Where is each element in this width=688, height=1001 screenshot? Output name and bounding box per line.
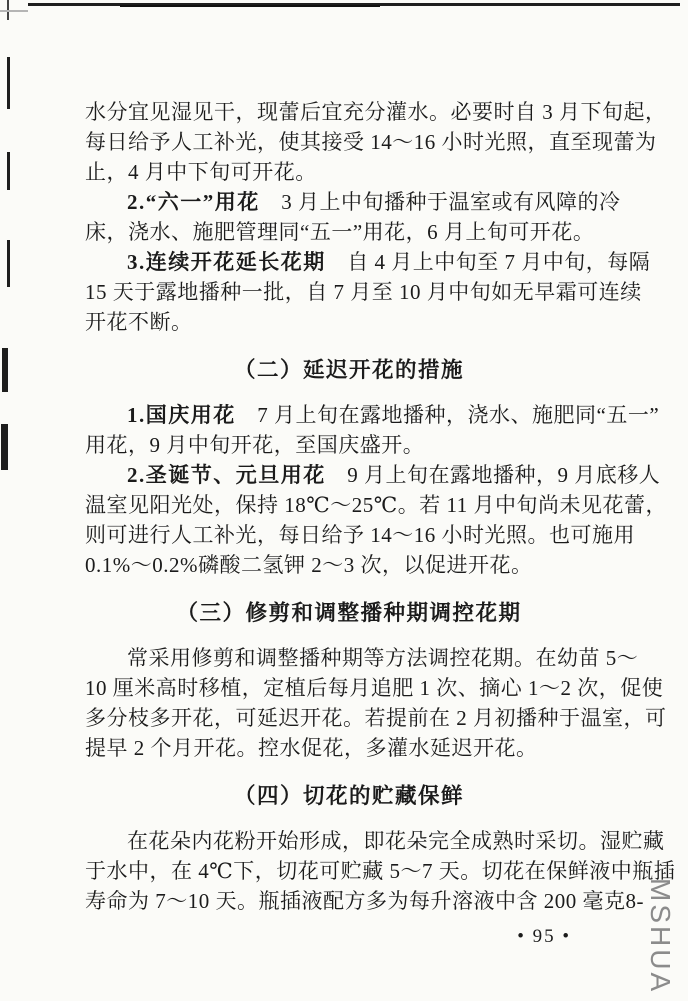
scan-left-edge-mark-2 [7, 152, 10, 190]
text-line: 床，浇水、施肥管理同“五一”用花，6 月上旬可开花。 [85, 220, 595, 244]
text-line: 开花不断。 [85, 310, 193, 334]
text-line: 0.1%～0.2%磷酸二氢钾 2～3 次，以促进开花。 [85, 553, 533, 577]
text-line: 2.圣诞节、元旦用花 9 月上旬在露地播种，9 月底移人 [127, 463, 661, 487]
text-line: 在花朵内花粉开始形成，即花朵完全成熟时采切。湿贮藏 [127, 829, 665, 853]
item-title: 1.国庆用花 [127, 403, 236, 427]
item-title: 2.“六一”用花 [127, 190, 260, 214]
text-line: 用花，9 月中旬开花，至国庆盛开。 [85, 433, 425, 457]
scan-left-edge-mark-1 [7, 57, 10, 109]
text-line: 温室见阳光处，保持 18℃～25℃。若 11 月中旬尚未见花蕾， [85, 493, 667, 517]
text-line: 每日给予人工补光，使其接受 14～16 小时光照，直至现蕾为 [85, 130, 657, 154]
watermark: MSHUA [645, 878, 676, 995]
item-title: 3.连续开花延长花期 [127, 250, 326, 274]
text-line: 1.国庆用花 7 月上旬在露地播种，浇水、施肥同“五一” [127, 403, 660, 427]
section-heading: （三）修剪和调整播种期调控花期 [176, 601, 522, 625]
text-line: 水分宜见湿见干，现蕾后宜充分灌水。必要时自 3 月下旬起， [85, 100, 667, 124]
scan-top-edge-line-2 [120, 5, 380, 7]
text-line: 2.“六一”用花 3 月上中旬播种于温室或有风障的冷 [127, 190, 621, 214]
text-line: 15 天于露地播种一批，自 7 月至 10 月中旬如无早霜可连续 [85, 280, 642, 304]
text-line: 止，4 月中下旬可开花。 [85, 160, 317, 184]
scan-left-edge-mark-4 [2, 348, 8, 392]
item-title: 2.圣诞节、元旦用花 [127, 463, 326, 487]
page-number: • 95 • [517, 926, 571, 947]
text-line: 多分枝多开花，可延迟开花。若提前在 2 月初播种于温室，可 [85, 706, 667, 730]
scan-left-edge-mark-5 [1, 424, 8, 470]
section-heading: （四）切花的贮藏保鲜 [233, 784, 464, 808]
text-line: 提早 2 个月开花。控水促花，多灌水延迟开花。 [85, 736, 538, 760]
scan-corner-tick [0, 10, 28, 12]
text-line: 寿命为 7～10 天。瓶插液配方多为每升溶液中含 200 毫克8- [85, 889, 644, 913]
text-line: 3.连续开花延长花期 自 4 月上中旬至 7 月中旬，每隔 [127, 250, 651, 274]
scan-left-edge-mark-3 [7, 240, 10, 287]
section-heading: （二）延迟开花的措施 [233, 358, 464, 382]
text-line: 于水中，在 4℃下，切花可贮藏 5～7 天。切花在保鲜液中瓶插 [85, 859, 676, 883]
text-line: 10 厘米高时移植，定植后每月追肥 1 次、摘心 1～2 次，促使 [85, 676, 664, 700]
text-line: 则可进行人工补光，每日给予 14～16 小时光照。也可施用 [85, 523, 635, 547]
text-line: 常采用修剪和调整播种期等方法调控花期。在幼苗 5～ [127, 646, 639, 670]
